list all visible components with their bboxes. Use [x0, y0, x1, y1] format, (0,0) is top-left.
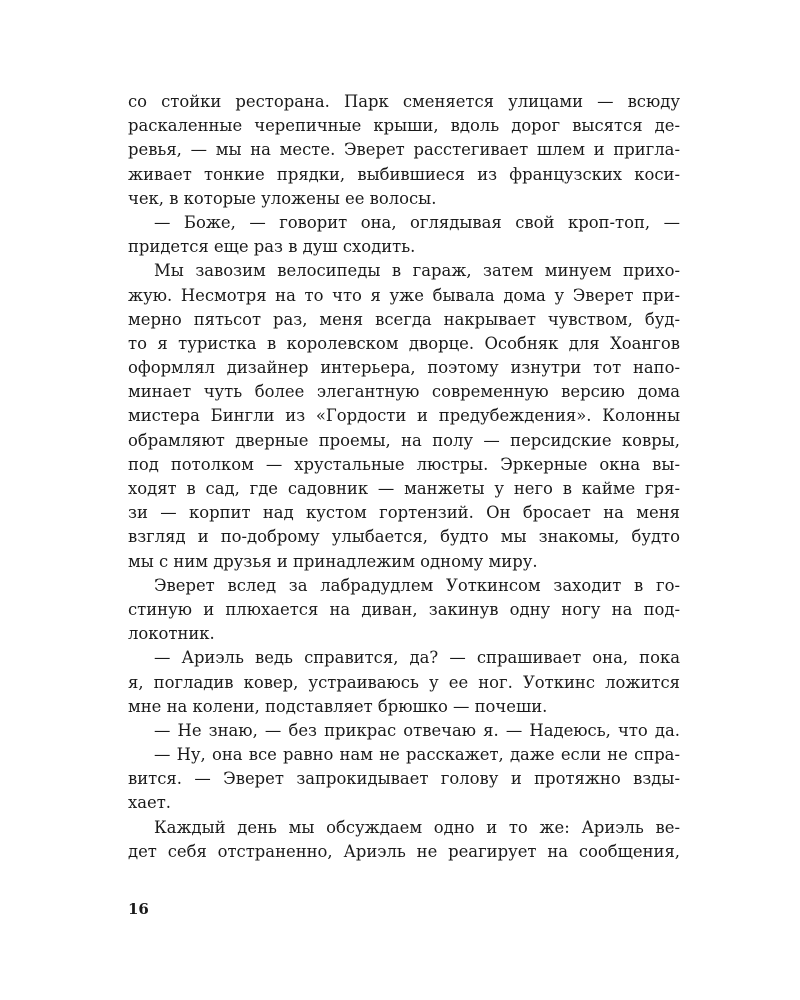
text-line: я, погладив ковер, устраиваюсь у ее ног. Уоткинс ложится: [128, 672, 680, 692]
text-line: придется еще раз в душ сходить.: [128, 237, 416, 257]
text-line: живает тонкие прядки, выбившиеся из французских коси-: [128, 164, 680, 184]
text-line: локотник.: [128, 624, 215, 644]
text-line: раскаленные черепичные крыши, вдоль дорог высятся де-: [128, 116, 680, 136]
text-line: минает чуть более элегантную современную версию дома: [128, 382, 680, 402]
text-line: Каждый день мы обсуждаем одно и то же: Ариэль ве-: [154, 817, 680, 837]
text-line: — Ну, она все равно нам не расскажет, даже если не спра-: [154, 745, 680, 765]
text-line: мистера Бингли из «Гордости и предубеждения». Колонны: [128, 406, 680, 426]
text-line: хает.: [128, 793, 171, 813]
text-line: — Не знаю, — без прикрас отвечаю я. — Надеюсь, что да.: [154, 720, 680, 740]
text-line: мы с ним друзья и принадлежим одному миру.: [128, 551, 538, 571]
text-line: мне на колени, подставляет брюшко — почеши.: [128, 696, 548, 716]
text-line: — Боже, — говорит она, оглядывая свой кроп-топ, —: [154, 212, 680, 232]
text-line: вится. — Эверет запрокидывает голову и протяжно взды-: [128, 769, 680, 789]
text-line: оформлял дизайнер интерьера, поэтому изнутри тот напо-: [128, 358, 680, 378]
text-line: взгляд и по-доброму улыбается, будто мы знакомы, будто: [128, 527, 680, 547]
text-line: стиную и плюхается на диван, закинув одну ногу на под-: [128, 599, 680, 619]
text-line: то я туристка в королевском дворце. Особняк для Хоангов: [128, 333, 680, 353]
text-line: зи — корпит над кустом гортензий. Он бросает на меня: [128, 503, 680, 523]
text-line: со стойки ресторана. Парк сменяется улицами — всюду: [128, 92, 680, 111]
text-line: Мы завозим велосипеды в гараж, затем минуем прихо-: [154, 261, 680, 281]
page-body-text: [128, 90, 680, 864]
text-line: под потолком — хрустальные люстры. Эркерные окна вы-: [128, 454, 680, 474]
page-number: 16: [128, 900, 149, 918]
text-line: ревья, — мы на месте. Эверет расстегивает шлем и пригла-: [128, 140, 680, 160]
text-line: дет себя отстраненно, Ариэль не реагирует на сообщения,: [128, 841, 680, 861]
text-line: мерно пятьсот раз, меня всегда накрывает чувством, буд-: [128, 309, 680, 329]
text-line: — Ариэль ведь справится, да? — спрашивает она, пока: [154, 648, 680, 668]
text-line: жую. Несмотря на то что я уже бывала дома у Эверет при-: [128, 285, 680, 305]
text-line: чек, в которые уложены ее волосы.: [128, 188, 437, 208]
text-line: обрамляют дверные проемы, на полу — персидские ковры,: [128, 430, 680, 450]
text-line: ходят в сад, где садовник — манжеты у него в кайме гря-: [128, 479, 680, 498]
text-line: Эверет вслед за лабрадудлем Уоткинсом заходит в го-: [154, 575, 680, 595]
